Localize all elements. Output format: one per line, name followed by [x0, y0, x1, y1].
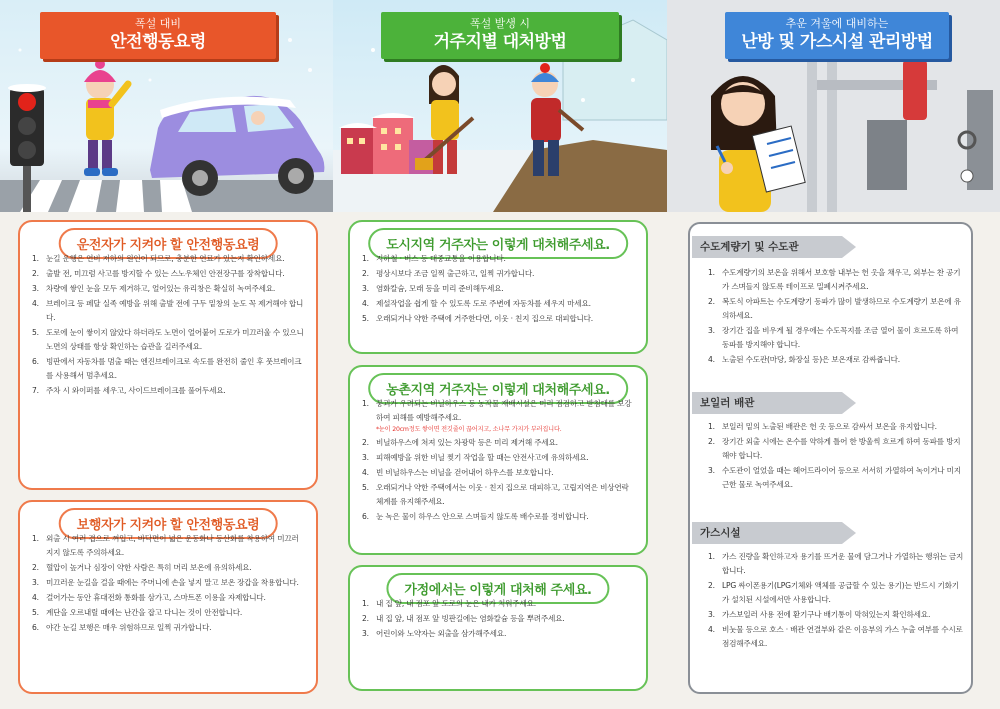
- list-item-number: 3.: [32, 284, 39, 293]
- list-item-number: 1.: [708, 552, 715, 561]
- list-item-number: 4.: [708, 625, 715, 634]
- gas-tank-icon: [903, 60, 927, 120]
- list-item: [362, 627, 634, 641]
- heating-gas-infobox: [688, 222, 973, 694]
- list-item: [362, 267, 634, 281]
- list-item-number: 3.: [362, 453, 369, 462]
- list-item-number: 1.: [32, 254, 39, 263]
- list-item-text: 빈 비닐하우스는 비닐을 걷어내어 하우스를 보호합니다.: [376, 468, 554, 477]
- banner-title: 난방 및 가스시설 관리방법: [741, 32, 933, 52]
- list-item-number: 1.: [362, 399, 369, 408]
- banner-subtitle: 폭설 대비: [134, 17, 181, 30]
- list-item-number: 2.: [32, 563, 39, 572]
- hero-illustration-driving: [0, 0, 333, 212]
- banner-title: 안전행동요령: [110, 32, 206, 52]
- rural-response-list: [362, 397, 634, 524]
- city-response-card: [348, 220, 648, 354]
- list-item-number: 5.: [362, 314, 369, 323]
- list-item-text: 가스 진량을 확인하고자 용기를 뜨거운 물에 담그거나 가열하는 행위는 금지합니다.: [722, 552, 964, 575]
- home-response-card: [348, 565, 648, 691]
- list-item-number: 6.: [362, 512, 369, 521]
- list-item-number: 4.: [32, 299, 39, 308]
- pedestrian-safety-list: [32, 532, 304, 635]
- list-item: [32, 384, 304, 398]
- hero-illustration-snow-clearing: [333, 0, 667, 212]
- meter-list: [708, 266, 966, 368]
- list-item-number: 6.: [32, 623, 39, 632]
- hero-illustration-boiler-room: [667, 0, 1000, 212]
- list-item-number: 4.: [708, 355, 715, 364]
- rural-response-title: 농촌지역 거주자는 이렇게 대처해주세요.: [368, 373, 628, 404]
- list-item-text: 눈길 운행은 연비 저하의 원인이 되므로, 충분한 연료가 있는지 확인하세요.: [46, 254, 285, 263]
- list-item: [362, 436, 634, 450]
- list-item-text: 염화칼슘, 모래 등을 미리 준비해두세요.: [376, 284, 504, 293]
- list-item-text: 제설작업을 쉽게 할 수 있도록 도로 주변에 자동차를 세우지 마세요.: [376, 299, 591, 308]
- list-item-number: 4.: [362, 299, 369, 308]
- list-item: [708, 324, 966, 352]
- list-item: [32, 532, 304, 560]
- list-item-number: 1.: [708, 268, 715, 277]
- list-item: [362, 397, 634, 435]
- list-item-text: 보일러 밑의 노출된 배관은 헌 옷 등으로 감싸서 보온을 유지합니다.: [722, 422, 937, 431]
- driver-safety-list: [32, 252, 304, 398]
- list-item: [32, 252, 304, 266]
- list-item: [32, 561, 304, 575]
- banner-subtitle: 폭설 발생 시: [469, 17, 531, 30]
- list-item-number: 5.: [32, 608, 39, 617]
- list-item: [708, 266, 966, 294]
- list-item: [708, 550, 966, 578]
- list-item: [32, 355, 304, 383]
- list-item-text: 미끄러운 눈길을 걸을 때에는 주머니에 손을 넣지 말고 보온 장갑을 착용합니다.: [46, 578, 299, 587]
- list-item-text: 비닐하우스에 쳐져 있는 차광막 등은 미리 제거해 주세요.: [376, 438, 558, 447]
- home-response-title: 가정에서는 이렇게 대처해 주세요.: [386, 573, 609, 604]
- list-item-text: 주차 시 와이퍼를 세우고, 사이드브레이크를 풀어두세요.: [46, 386, 226, 395]
- list-item-number: 4.: [32, 593, 39, 602]
- list-item-text: 오래되거나 약한 주택에서는 이웃 · 친지 집으로 대피하고, 고립지역은 비상연락체계를 유지해주세요.: [376, 483, 629, 506]
- list-item-text: 외출 시 여러 겹으로 껴입고, 바닥면이 넓은 운동화나 등산화를 착용하여 미끄러지지 않도록 주의하세요.: [46, 534, 299, 557]
- list-item: [708, 295, 966, 323]
- pedestrian-safety-title: 보행자가 지켜야 할 안전행동요령: [59, 508, 278, 539]
- list-item-number: 5.: [362, 483, 369, 492]
- list-item-number: 7.: [32, 386, 39, 395]
- list-item: [32, 267, 304, 281]
- driver-safety-card: [18, 220, 318, 490]
- list-item-text: 노출된 수도관(마당, 화장실 등)은 보온재로 감싸줍니다.: [722, 355, 901, 364]
- list-item: [32, 297, 304, 325]
- list-item-text: 장기간 집을 비우게 될 경우에는 수도꼭지를 조금 열어 물이 흐르도록 하여 동파를 방지해야 합니다.: [722, 326, 959, 349]
- list-item-text: 브레이크 등 페달 실족 예방을 위해 출발 전에 구두 밑창의 눈도 꼭 제거해야 합니다.: [46, 299, 304, 322]
- panel2-banner: [381, 12, 619, 59]
- list-item-text: 어린이와 노약자는 외출을 삼가해주세요.: [376, 629, 507, 638]
- list-item: [362, 597, 634, 611]
- city-response-list: [362, 252, 634, 326]
- home-response-list: [362, 597, 634, 641]
- list-item-text: 평상시보다 조금 일찍 출근하고, 일찍 귀가합니다.: [376, 269, 535, 278]
- list-item-text: 붕괴가 우려되는 비닐하우스 등 농작물 재배시설은 미리 점검하고 받침대를 보강하여 피해를 예방해주세요.: [376, 399, 632, 422]
- list-item-number: 2.: [32, 269, 39, 278]
- list-item: [708, 623, 966, 651]
- boiler-list: [708, 420, 966, 493]
- list-item-text: 복도식 아파트는 수도계량기 동파가 많이 발생하므로 수도계량기 보온에 유의하세요.: [722, 297, 961, 320]
- list-item-text: 피해예방을 위한 비닐 찢기 작업을 할 때는 안전사고에 유의하세요.: [376, 453, 589, 462]
- list-item-text: 빙판에서 자동차를 멈출 때는 엔진브레이크로 속도를 완전히 줄인 후 풋브레이크를 사용해서 멈추세요.: [46, 357, 302, 380]
- list-item-text: 가스보일러 사용 전에 환기구나 배기통이 막혀있는지 확인하세요.: [722, 610, 931, 619]
- list-item-text: 야간 눈길 보행은 매우 위험하므로 일찍 귀가합니다.: [46, 623, 212, 632]
- list-item-number: 5.: [32, 328, 39, 337]
- list-item: [708, 464, 966, 492]
- list-item-text: 도로에 눈이 쌓이지 않았다 하더라도 노면이 얼어붙어 도로가 미끄러울 수 있으니 노면의 상태를 항상 확인하는 습관을 길러주세요.: [46, 328, 304, 351]
- list-item-number: 1.: [362, 254, 369, 263]
- list-item: [708, 579, 966, 607]
- list-item: [708, 420, 966, 434]
- list-item-number: 2.: [708, 437, 715, 446]
- list-item: [362, 297, 634, 311]
- list-item-number: 2.: [362, 614, 369, 623]
- list-item: [32, 576, 304, 590]
- list-item: [32, 282, 304, 296]
- list-item: [362, 282, 634, 296]
- list-item: [362, 252, 634, 266]
- boiler-section-title: 보일러 배관: [692, 392, 842, 414]
- meter-section-title: 수도계량기 및 수도관: [692, 236, 842, 258]
- list-item-text: 내 집 앞, 내 점포 앞 도로의 눈은 내가 치워주세요.: [376, 599, 536, 608]
- list-item-number: 1.: [708, 422, 715, 431]
- gas-list: [708, 550, 966, 652]
- list-item-text: 내 집 앞, 내 점포 앞 빙판길에는 염화칼슘 등을 뿌려주세요.: [376, 614, 565, 623]
- gas-section-title: 가스시설: [692, 522, 842, 544]
- list-item: [362, 612, 634, 626]
- list-item-text: 눈 녹은 물이 하우스 안으로 스며들지 않도록 배수로를 정비합니다.: [376, 512, 589, 521]
- list-item-text: 수도관이 얼었을 때는 헤어드라이어 등으로 서서히 가열하여 녹이거나 미지근한 물로 녹여주세요.: [722, 466, 961, 489]
- list-item-number: 2.: [708, 581, 715, 590]
- list-item: [362, 481, 634, 509]
- child-pedestrian-figure: [84, 59, 128, 176]
- list-item-text: 계단을 오르내릴 때에는 난간을 잡고 다니는 것이 안전합니다.: [46, 608, 243, 617]
- list-item: [32, 621, 304, 635]
- list-item-number: 3.: [362, 629, 369, 638]
- list-item: [708, 353, 966, 367]
- list-item-text: 수도계량기의 보온을 위해서 보호함 내부는 헌 옷을 채우고, 외부는 찬 공기가 스며들지 않도록 테이프로 밀폐시켜주세요.: [722, 268, 961, 291]
- panel1-banner: [40, 12, 276, 59]
- panel-snow-safety: [0, 0, 333, 709]
- list-item-text: 장기간 외출 시에는 온수를 약하게 틀어 한 방울씩 흐르게 하여 동파를 방지해야 합니다.: [722, 437, 961, 460]
- list-item-text: LPG 싸이폰용기(LPG기체와 액체를 공급할 수 있는 용기)는 반드시 기화기가 설치된 시설에서만 사용합니다.: [722, 581, 959, 604]
- list-item-text: 오래되거나 약한 주택에 거주한다면, 이웃 · 친지 집으로 대피합니다.: [376, 314, 594, 323]
- banner-title: 거주지별 대처방법: [433, 32, 567, 52]
- list-item-text: 출발 전, 미끄럼 사고를 방지할 수 있는 스노우체인 안전장구를 장착합니다.: [46, 269, 285, 278]
- list-item-text: 지하철 · 버스 등 대중교통을 이용합니다.: [376, 254, 506, 263]
- panel3-banner: [725, 12, 949, 59]
- banner-subtitle: 추운 겨울에 대비하는: [785, 17, 889, 30]
- list-item-number: 1.: [32, 534, 39, 543]
- list-item-number: 3.: [708, 610, 715, 619]
- list-item-number: 1.: [362, 599, 369, 608]
- list-item-note: *눈이 20cm정도 쌓이면 전깃줄이 끊어지고, 소나무 가지가 부러집니다.: [376, 426, 562, 433]
- panel-residence-response: [333, 0, 667, 709]
- list-item: [32, 326, 304, 354]
- list-item-number: 4.: [362, 468, 369, 477]
- list-item-number: 3.: [708, 326, 715, 335]
- list-item-text: 혈압이 높거나 심장이 약한 사람은 특히 머리 보온에 유의하세요.: [46, 563, 252, 572]
- list-item-number: 3.: [362, 284, 369, 293]
- list-item-number: 3.: [708, 466, 715, 475]
- rural-response-card: [348, 365, 648, 555]
- list-item: [32, 606, 304, 620]
- list-item-number: 2.: [362, 269, 369, 278]
- list-item-number: 6.: [32, 357, 39, 366]
- list-item-number: 2.: [362, 438, 369, 447]
- list-item: [708, 435, 966, 463]
- list-item-number: 3.: [32, 578, 39, 587]
- list-item-text: 비눗물 등으로 호스 · 배관 연결부와 같은 이음부의 가스 누출 여부를 수시로 점검해주세요.: [722, 625, 963, 648]
- driver-safety-title: 운전자가 지켜야 할 안전행동요령: [59, 228, 278, 259]
- city-response-title: 도시지역 거주자는 이렇게 대처해주세요.: [368, 228, 628, 259]
- list-item: [32, 591, 304, 605]
- list-item-text: 걸어가는 동안 휴대전화 통화를 삼가고, 스마트폰 이용을 자제합니다.: [46, 593, 266, 602]
- list-item: [362, 312, 634, 326]
- list-item: [708, 608, 966, 622]
- list-item-text: 차량에 쌓인 눈을 모두 제거하고, 얼어있는 유리창은 확실히 녹여주세요.: [46, 284, 276, 293]
- pedestrian-safety-card: [18, 500, 318, 694]
- list-item-number: 2.: [708, 297, 715, 306]
- list-item: [362, 510, 634, 524]
- list-item: [362, 451, 634, 465]
- list-item: [362, 466, 634, 480]
